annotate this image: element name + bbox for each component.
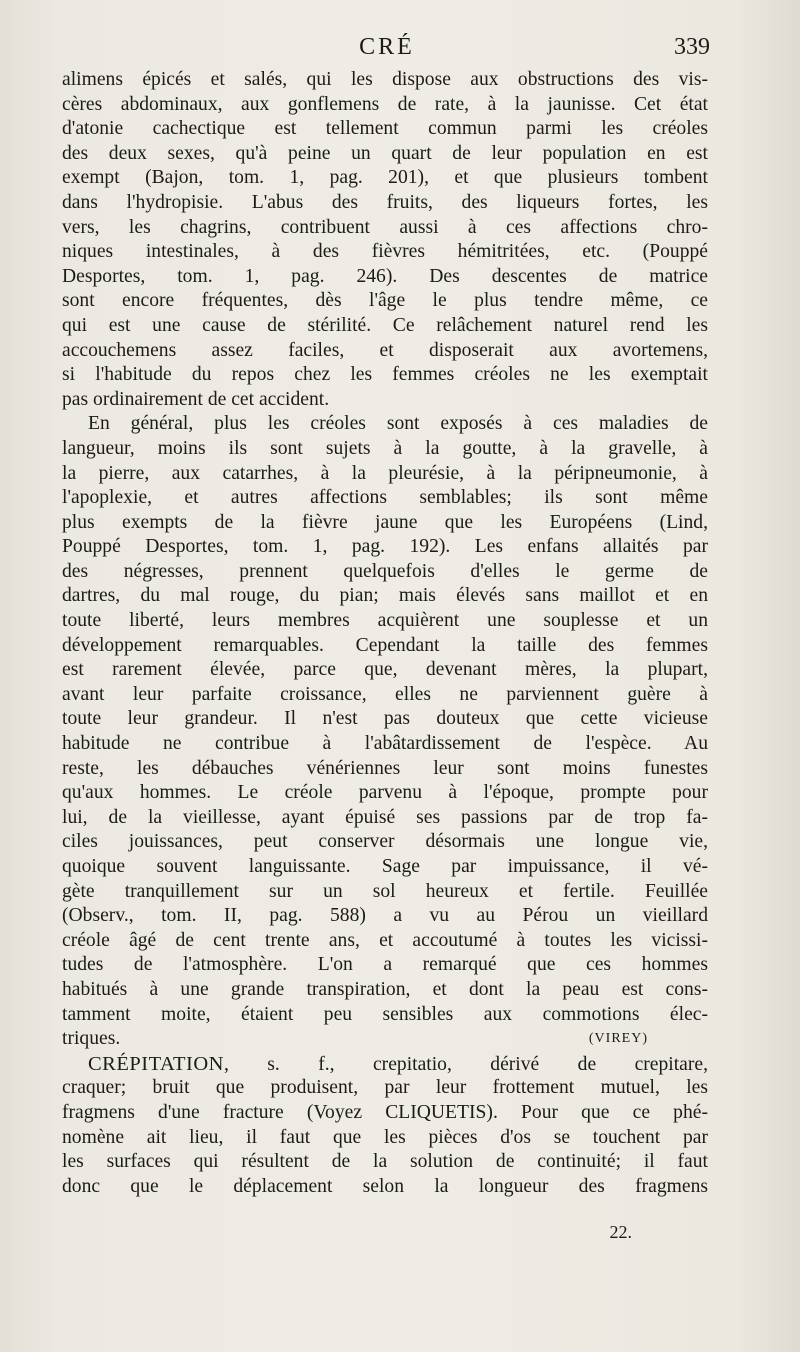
- text-line: si l'habitude du repos chez les femmes créoles ne les exemptait: [62, 364, 708, 386]
- text-line: pas ordinairement de cet accident.: [62, 388, 330, 410]
- text-line: avant leur parfaite croissance, elles ne parviennent guère à: [62, 683, 708, 705]
- text-line: créole âgé de cent trente ans, et accoutumé à toutes les vicissi-: [62, 929, 708, 951]
- text-line: qui est une cause de stérilité. Ce relâchement naturel rend les: [62, 314, 708, 336]
- page-body: [62, 68, 708, 1199]
- author-signature: (VIREY): [588, 1031, 648, 1047]
- text-line: la pierre, aux catarrhes, à la pleurésie, à la péripneumonie, à: [62, 462, 708, 484]
- text-line: dartres, du mal rouge, du pian; mais élevés sans maillot et en: [62, 585, 708, 607]
- text-line: Desportes, tom. 1, pag. 246). Des descentes de matrice: [62, 265, 708, 287]
- page-header: [64, 34, 710, 68]
- text-line: sont encore fréquentes, dès l'âge le plus tendre même, ce: [62, 290, 708, 312]
- running-title: CRÉ: [359, 34, 415, 60]
- page-number: 339: [674, 34, 710, 60]
- text-line: habitués à une grande transpiration, et dont la peau est cons-: [62, 978, 708, 1000]
- text-line: les surfaces qui résultent de la solution de continuité; il faut: [62, 1151, 708, 1173]
- text-line: toute liberté, leurs membres acquièrent une souplesse et un: [62, 610, 708, 632]
- text-line: qu'aux hommes. Le créole parvenu à l'époque, prompte pour: [62, 782, 708, 804]
- text-line: l'apoplexie, et autres affections semblables; ils sont même: [62, 487, 708, 509]
- entry-definition-start: , s. f., crepitatio, dérivé de crepitare,: [223, 1053, 708, 1075]
- text-line: quoique souvent languissante. Sage par impuissance, il vé-: [62, 856, 708, 877]
- last-line: triques.: [62, 1028, 121, 1050]
- text-line: développement remarquables. Cependant la taille des femmes: [62, 634, 708, 656]
- text-line: (Observ., tom. II, pag. 588) a vu au Pérou un vieillard: [62, 905, 708, 927]
- text-line: ciles jouissances, peut conserver désormais une longue vie,: [62, 831, 708, 853]
- text-line: tamment moite, étaient peu sensibles aux commotions élec-: [62, 1003, 708, 1025]
- text-line: d'atonie cachectique est tellement commun parmi les créoles: [62, 118, 708, 140]
- text-line-signature: [62, 1027, 708, 1052]
- text-line: lui, de la vieillesse, ayant épuisé ses passions par de trop fa-: [62, 806, 708, 828]
- text-line: nomène ait lieu, il faut que les pièces d'os se touchent par: [62, 1126, 708, 1148]
- text-line: craquer; bruit que produisent, par leur frottement mutuel, les: [62, 1077, 708, 1099]
- text-line: est rarement élevée, parce que, devenant mères, la plupart,: [62, 659, 708, 681]
- text-line: accouchemens assez faciles, et disposerait aux avortemens,: [62, 339, 708, 361]
- text-line: niques intestinales, à des fièvres hémitritées, etc. (Pouppé: [62, 241, 708, 263]
- text-line: vers, les chagrins, contribuent aussi à ces affections chro-: [62, 216, 708, 238]
- text-line: donc que le déplacement selon la longueur des fragmens: [62, 1175, 708, 1197]
- text-line: exempt (Bajon, tom. 1, pag. 201), et que plusieurs tombent: [62, 167, 708, 189]
- text-line: dans l'hydropisie. L'abus des fruits, des liqueurs fortes, les: [62, 191, 708, 213]
- paragraph-virey: [62, 68, 708, 1027]
- text-line: des deux sexes, qu'à peine un quart de leur population en est: [62, 142, 708, 164]
- text-line: langueur, moins ils sont sujets à la goutte, à la gravelle, à: [62, 437, 708, 459]
- text-line: Pouppé Desportes, tom. 1, pag. 192). Les enfans allaités par: [62, 536, 708, 558]
- text-line: tudes de l'atmosphère. L'on a remarqué que ces hommes: [62, 954, 708, 976]
- entry-crepitation-body: [62, 1076, 708, 1199]
- text-line: cères abdominaux, aux gonflemens de rate, à la jaunisse. Cet état: [62, 93, 708, 115]
- text-line: des négresses, prennent quelquefois d'elles le germe de: [62, 560, 708, 582]
- text-line: habitude ne contribue à l'abâtardissement de l'espèce. Au: [62, 733, 708, 755]
- text-line: reste, les débauches vénériennes leur sont moins funestes: [62, 757, 708, 779]
- signature-mark: 22.: [609, 1222, 632, 1242]
- entry-first-line: [62, 1052, 708, 1077]
- text-line: En général, plus les créoles sont exposés à ces maladies de: [88, 413, 708, 435]
- text-line: gète tranquillement sur un sol heureux et fertile. Feuillée: [62, 880, 708, 902]
- text-line: plus exempts de la fièvre jaune que les Européens (Lind,: [62, 511, 708, 533]
- text-line: alimens épicés et salés, qui les dispose aux obstructions des vis-: [62, 69, 708, 90]
- text-line: fragmens d'une fracture (Voyez CLIQUETIS). Pour que ce phé-: [62, 1101, 708, 1123]
- entry-headword: CRÉPITATION: [88, 1052, 224, 1075]
- text-line: toute leur grandeur. Il n'est pas douteux que cette vicieuse: [62, 708, 708, 730]
